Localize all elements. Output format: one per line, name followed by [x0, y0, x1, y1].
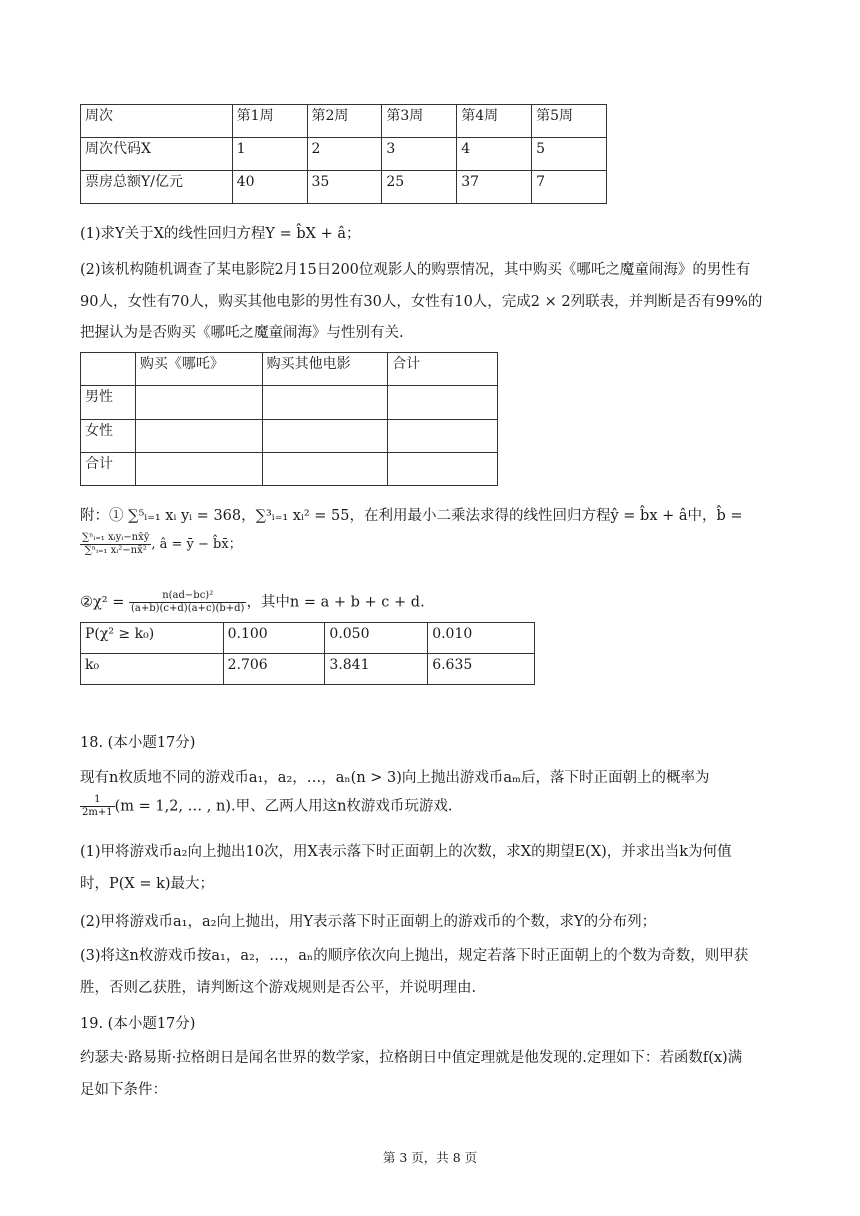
fraction-denominator: ∑ⁿᵢ₌₁ xᵢ²−nx̄²	[84, 545, 147, 556]
q17-part2-line3: 把握认为是否购买《哪吒之魔童闹海》与性别有关.	[80, 325, 404, 341]
table-cell: 35	[307, 171, 382, 204]
fraction-denominator: 2m+1	[82, 807, 113, 818]
table-cell: 周次代码X	[81, 138, 233, 171]
q18-part3-line2: 胜，否则乙获胜，请判断这个游戏规则是否公平，并说明理由.	[80, 980, 477, 996]
table-cell: 第4周	[457, 105, 532, 138]
q18-title: 18. (本小题17分)	[80, 735, 196, 751]
table-cell	[262, 386, 388, 420]
q18-part3-line1: (3)将这n枚游戏币按a₁，a₂，…，aₙ的顺序依次向上抛出，规定若落下时正面朝上的个数为奇数，则甲获	[80, 948, 749, 964]
fraction-numerator: 1	[80, 794, 115, 807]
contingency-table	[80, 352, 498, 486]
table-cell: 5	[532, 138, 607, 171]
fraction-chi	[129, 590, 246, 615]
critical-value-table	[80, 622, 535, 685]
q17-part2-line1: (2)该机构随机调查了某电影院2月15日200位观影人的购票情况，其中购买《哪吒之魔童闹海》的男性有	[80, 262, 751, 278]
table-cell: 0.100	[223, 623, 325, 654]
table-cell: 40	[232, 171, 307, 204]
q18-line2-rest: (m = 1,2, … , n).甲、乙两人用这n枚游戏币玩游戏.	[114, 798, 453, 815]
table-cell	[135, 386, 262, 420]
appendix-formula-b	[80, 532, 242, 557]
table-cell: 第2周	[307, 105, 382, 138]
table-cell: 票房总额Y/亿元	[81, 171, 233, 204]
table-cell	[262, 453, 388, 486]
appendix-chi-formula	[80, 590, 425, 615]
table-cell: 25	[382, 171, 457, 204]
q18-line2	[80, 794, 453, 819]
fraction-numerator: ∑ⁿᵢ₌₁ xᵢyᵢ−nx̄ȳ	[82, 532, 150, 543]
chi-suffix: ，其中n = a + b + c + d.	[246, 594, 425, 611]
table-cell	[388, 453, 498, 486]
fraction-denominator: (a+b)(c+d)(a+c)(b+d)	[130, 603, 245, 614]
table-cell: 第5周	[532, 105, 607, 138]
q18-line1: 现有n枚质地不同的游戏币a₁，a₂，…，aₙ(n > 3)向上抛出游戏币aₘ后，落下时正面朝上的概率为	[80, 770, 710, 786]
appendix-line1: 附：① ∑⁵ᵢ₌₁ xᵢ yᵢ = 368，∑³ᵢ₌₁ xᵢ² = 55，在利用最小二乘法求得的线性回归方程ŷ = b̂x + â中，b̂ =	[80, 508, 743, 524]
box-office-table	[80, 104, 607, 204]
q17-part2-line2: 90人，女性有70人，购买其他电影的男性有30人，女性有10人，完成2 × 2列联表，并判断是否有99%的	[80, 294, 763, 310]
table-cell: P(χ² ≥ k₀)	[81, 623, 224, 654]
table-cell: 合计	[81, 453, 136, 486]
q17-part1: (1)求Y关于X的线性回归方程Y = b̂X + â；	[80, 226, 361, 242]
table-cell: 2.706	[223, 654, 325, 685]
table-cell: 第1周	[232, 105, 307, 138]
table-cell: 3.841	[325, 654, 428, 685]
q18-part1-line1: (1)甲将游戏币a₂向上抛出10次，用X表示落下时正面朝上的次数，求X的期望E(X)，并求出当k为何值	[80, 844, 732, 860]
fraction-b	[80, 532, 151, 557]
table-cell: 2	[307, 138, 382, 171]
table-cell: 男性	[81, 386, 136, 420]
table-cell: k₀	[81, 654, 224, 685]
table-cell: 6.635	[428, 654, 535, 685]
table-cell: 购买《哪吒》	[135, 353, 262, 386]
table-cell: 37	[457, 171, 532, 204]
q19-title: 19. (本小题17分)	[80, 1016, 196, 1032]
table-cell: 4	[457, 138, 532, 171]
table-cell: 0.050	[325, 623, 428, 654]
table-cell: 合计	[388, 353, 498, 386]
formula-a: , â = ȳ − b̂x̄；	[151, 537, 242, 552]
table-cell: 购买其他电影	[262, 353, 388, 386]
q18-part1-line2: 时，P(X = k)最大；	[80, 876, 215, 892]
table-cell: 7	[532, 171, 607, 204]
q19-line1: 约瑟夫·路易斯·拉格朗日是闻名世界的数学家，拉格朗日中值定理就是他发现的.定理如下：若函数f(x)满	[80, 1050, 743, 1066]
table-cell: 3	[382, 138, 457, 171]
table-cell	[135, 453, 262, 486]
fraction-prob	[80, 794, 115, 819]
q19-line2: 足如下条件：	[80, 1082, 167, 1098]
table-cell	[262, 420, 388, 453]
table-cell	[388, 420, 498, 453]
table-cell: 女性	[81, 420, 136, 453]
table-cell: 周次	[81, 105, 233, 138]
table-cell	[388, 386, 498, 420]
fraction-numerator: n(ad−bc)²	[129, 590, 246, 603]
table-cell	[81, 353, 136, 386]
q18-part2: (2)甲将游戏币a₁，a₂向上抛出，用Y表示落下时正面朝上的游戏币的个数，求Y的分布列；	[80, 914, 657, 930]
table-cell	[135, 420, 262, 453]
table-cell: 0.010	[428, 623, 535, 654]
table-cell: 1	[232, 138, 307, 171]
chi-prefix: ②χ² =	[80, 594, 125, 611]
page-number: 第 3 页，共 8 页	[382, 1150, 478, 1165]
table-cell: 第3周	[382, 105, 457, 138]
